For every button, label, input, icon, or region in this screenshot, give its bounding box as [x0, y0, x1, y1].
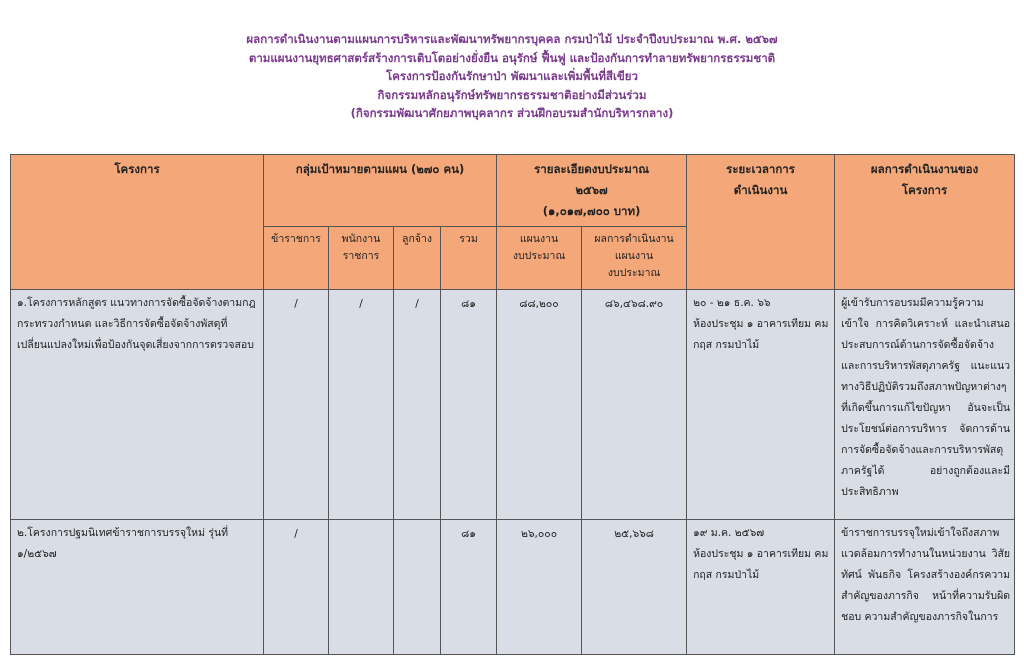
- employee-cell: [394, 520, 441, 655]
- employee-cell: /: [394, 290, 441, 520]
- period-date: ๒๐ - ๒๑ ธ.ค. ๖๖: [693, 297, 771, 309]
- header-line-3: โครงการป้องกันรักษาป่า พัฒนาและเพิ่มพื้นที่สีเขียว: [386, 69, 638, 84]
- results-table: [10, 154, 1015, 655]
- header-period: ระยะเวลาการ ดำเนินงาน: [687, 155, 835, 290]
- header-line-5: (กิจกรรมพัฒนาศักยภาพบุคลากร ส่วนฝึกอบรมสำนักบริหารกลาง): [350, 106, 674, 121]
- outcome-cell: ผู้เข้ารับการอบรมมีความรู้ความเข้าใจ การคิดวิเคราะห์ และนำเสนอประสบการณ์ด้านการจัดซื้อจัดจ้างและการบริหารพัสดุภาครัฐ แนะแนวทางวิธีปฏิบัติรวมถึงสภาพปัญหาต่างๆ ที่เกิดขึ้นการแก้ไขปัญหา อันจะเป็นประโยชน์ต่อการบริหาร จัดการด้านการจัดซื้อจัดจ้างและการบริหารพัสดุภาครัฐได้ อย่างถูกต้องและมีประสิทธิภาพ: [835, 290, 1015, 520]
- plan-budget-cell: ๘๘,๒๐๐: [497, 290, 582, 520]
- gov-employee-cell: [329, 520, 394, 655]
- header-budget: รายละเอียดงบประมาณ ๒๕๖๗ (๑,๐๑๗,๗๐๐ บาท): [497, 155, 687, 227]
- header-line-2: ตามแผนงานยุทธศาสตร์สร้างการเติบโตอย่างยั่งยืน อนุรักษ์ ฟื้นฟู และป้องกันการทำลายทรัพยากรธรรมชาติ: [248, 50, 776, 65]
- table-row: [11, 520, 1015, 655]
- header-outcome: ผลการดำเนินงานของ โครงการ: [835, 155, 1015, 290]
- project-cell: ๑.โครงการหลักสูตร แนวทางการจัดซื้อจัดจ้างตามกฎกระทรวงกำหนด และวิธีการจัดซื้อจัดจ้างพัสดุที่เปลี่ยนแปลงใหม่เพื่อป้องกันจุดเสี่ยงจากการตรวจสอบ: [11, 290, 264, 520]
- gov-employee-cell: /: [329, 290, 394, 520]
- header-line-1: ผลการดำเนินงานตามแผนการบริหารและพัฒนาทรัพยากรบุคคล กรมป่าไม้ ประจำปีงบประมาณ พ.ศ. ๒๕๖๗: [246, 32, 778, 46]
- period-cell: [687, 520, 835, 655]
- report-header: [0, 30, 1024, 123]
- header-gov-employee: พนักงาน ราชการ: [329, 227, 394, 290]
- header-actual: ผลการดำเนินงาน แผนงาน งบประมาณ: [582, 227, 687, 290]
- header-line-4: กิจกรรมหลักอนุรักษ์ทรัพยากรธรรมชาติอย่างมีส่วนร่วม: [377, 87, 647, 102]
- project-cell: ๒.โครงการปฐมนิเทศข้าราชการบรรจุใหม่ รุ่นที่ ๑/๒๕๖๗: [11, 520, 264, 655]
- total-cell: ๘๑: [441, 290, 497, 520]
- plan-budget-cell: ๒๖,๐๐๐: [497, 520, 582, 655]
- period-place: ห้องประชุม ๑ อาคารเทียม คมกฤส กรมป่าไม้: [693, 318, 829, 351]
- header-target-group: กลุ่มเป้าหมายตามแผน (๒๗๐ คน): [264, 155, 497, 227]
- period-cell: [687, 290, 835, 520]
- actual-budget-cell: ๘๖,๔๖๘.๙๐: [582, 290, 687, 520]
- actual-budget-cell: ๒๕,๖๖๘: [582, 520, 687, 655]
- header-project: โครงการ: [11, 155, 264, 290]
- period-date: ๑๙ ม.ค. ๒๕๖๗: [693, 527, 765, 539]
- table-row: [11, 290, 1015, 520]
- header-total: รวม: [441, 227, 497, 290]
- header-plan: แผนงาน งบประมาณ: [497, 227, 582, 290]
- outcome-cell: ข้าราชการบรรจุใหม่เข้าใจถึงสภาพแวดล้อมการทำงานในหน่วยงาน วิสัยทัศน์ พันธกิจ โครงสร้างองค์กรความสำคัญของภารกิจ หน้าที่ความรับผิดชอบ ความสำคัญของภารกิจในการ: [835, 520, 1015, 655]
- header-employee: ลูกจ้าง: [394, 227, 441, 290]
- period-place: ห้องประชุม ๑ อาคารเทียม คมกฤส กรมป่าไม้: [693, 548, 829, 581]
- civil-servant-cell: /: [264, 520, 329, 655]
- header-civil-servant: ข้าราชการ: [264, 227, 329, 290]
- civil-servant-cell: /: [264, 290, 329, 520]
- total-cell: ๘๑: [441, 520, 497, 655]
